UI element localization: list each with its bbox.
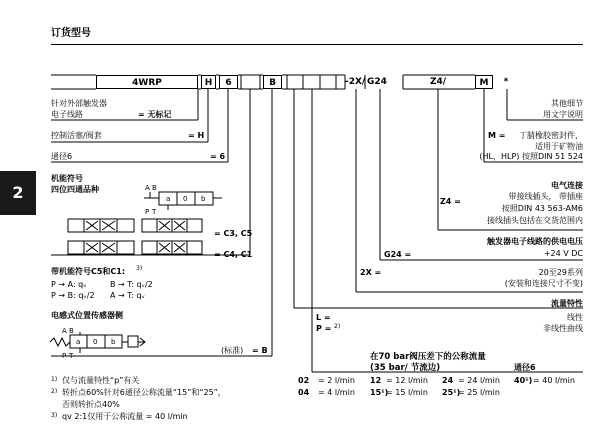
flow-cell: = 2 l/min [318, 376, 355, 385]
symbol-port-a: A [145, 184, 150, 192]
seal-code: M = [488, 131, 506, 140]
footnote-2: 转折点60%针对6通径公称流量“15”和“25”， [62, 388, 226, 397]
seal-line-1: 丁腈橡胶密封件， [519, 131, 583, 140]
flow-cell: = 15 l/min [386, 388, 428, 397]
linear-code: L = [316, 313, 331, 322]
connection-line-1: 带接线插头， 带插座 [508, 192, 583, 201]
flow-cell: = 25 l/min [458, 388, 500, 397]
footnote-1: 仅与流量特性“p”有关 [62, 376, 140, 385]
nonlinear-code: P = [316, 324, 332, 333]
flow-table-subtitle: (35 bar/ 节流边) [370, 363, 441, 373]
symbol-port-b: B [152, 184, 157, 192]
connection-line-2: 按照DIN 43 563-AM6 [501, 204, 583, 213]
flow-cell: 25¹) [442, 388, 461, 397]
symbol-c5c1-title: 带机能符号C5和C1: [51, 267, 126, 276]
code-box-seal: M [475, 75, 493, 89]
symbol-c5c1-footnote: 3) [136, 265, 143, 272]
connection-title: 电气连接 [551, 181, 583, 190]
flow-cell: 40¹) [514, 376, 533, 385]
voltage-code: G24 = [384, 250, 412, 259]
flow-cell: 04 [298, 388, 310, 397]
footnote-3: qv 2:1仅用于公称流量 = 40 l/min [62, 412, 188, 421]
standard-label: (标准) [221, 346, 244, 355]
flow-cell: = 4 l/min [318, 388, 355, 397]
chapter-tab: 2 [0, 171, 36, 215]
flow-characteristic-title: 流量特性 [551, 299, 583, 308]
code-box-model: 4WRP [96, 75, 198, 89]
code-box-other: * [503, 77, 509, 87]
flow-table-size-head: 通径6 [514, 363, 536, 372]
flow-p-a: P → A: qᵥ [51, 280, 87, 289]
symbol-subtitle: 四位四通品种 [51, 185, 99, 194]
other-details-label: 其他细节 [551, 99, 583, 108]
sensor-cell-a: a [76, 338, 81, 346]
ext-trigger-circuit-label: 电子线路 [51, 110, 83, 119]
flow-cell: = 12 l/min [386, 376, 428, 385]
sensor-cell-0: 0 [93, 338, 98, 346]
voltage-value: +24 V DC [543, 249, 583, 258]
ext-trigger-label: 针对外部触发器 [51, 99, 107, 108]
ext-trigger-code: = 无标记 [138, 110, 172, 119]
nonlinear-text: 非线性曲线 [543, 324, 583, 333]
control-valve-code: = H [188, 131, 205, 140]
code-c4-c1: = C4, C1 [214, 250, 253, 259]
symbol-cell-0: 0 [183, 195, 188, 203]
nonlinear-footnote: 2) [334, 323, 341, 330]
footnote-2-number: 2) [51, 388, 58, 395]
sensor-port-t: T [69, 352, 74, 360]
flow-cell: = 24 l/min [458, 376, 500, 385]
series-line-1: 20至29系列 [538, 268, 583, 277]
code-box-size: 6 [219, 75, 238, 89]
flow-cell: 12 [370, 376, 382, 385]
page-title: 订货型号 [51, 28, 91, 39]
flow-a-t: A → T: qᵥ [110, 291, 145, 300]
flow-cell: 24 [442, 376, 454, 385]
flow-cell: 15¹) [370, 388, 389, 397]
linear-text: 线性 [567, 313, 583, 322]
symbol-c4-c1 [68, 241, 202, 254]
sensor-port-b: B [69, 327, 74, 335]
sensor-cell-b: b [111, 338, 116, 346]
sensor-port-p: P [62, 352, 67, 360]
footnote-2-cont: 否则转折点40% [62, 400, 120, 409]
code-box-connection: Z4/ [429, 77, 447, 87]
size-label: 通径6 [51, 152, 73, 161]
flow-b-t: B → T: qᵥ/2 [110, 280, 153, 289]
symbol-port-t: T [152, 208, 157, 216]
flow-cell: 02 [298, 376, 310, 385]
flow-cell: = 40 l/min [533, 376, 575, 385]
sensor-title: 电感式位置传感器侧 [51, 311, 123, 320]
symbol-c3-c5 [68, 219, 202, 232]
footnote-1-number: 1) [51, 376, 58, 383]
connection-code: Z4 = [440, 197, 461, 206]
sensor-port-a: A [62, 327, 67, 335]
symbol-cell-a: a [166, 195, 171, 203]
text-description-label: 用文字说明 [543, 110, 583, 119]
symbol-port-p: P [145, 208, 150, 216]
code-box-control: H [201, 75, 216, 89]
footnote-3-number: 3) [51, 412, 58, 419]
code-box-series: -2X/ [345, 77, 366, 87]
code-c3-c5: = C3, C5 [214, 229, 253, 238]
seal-line-3: (HL，HLP) 按照DIN 51 524 [479, 152, 583, 161]
standard-code: = B [252, 346, 268, 355]
size-code: = 6 [210, 152, 226, 161]
symbol-cell-b: b [201, 195, 206, 203]
flow-table-title: 在70 bar阀压差下的公称流量 [370, 352, 486, 362]
flow-p-b: P → B: qᵥ/2 [51, 291, 95, 300]
symbol-title: 机能符号 [51, 174, 83, 183]
series-line-2: (安装和连接尺寸不变) [504, 279, 583, 288]
supply-voltage-title: 触发器电子线路的供电电压 [487, 237, 583, 246]
control-valve-label: 控制活塞/阀套 [51, 131, 102, 140]
code-box-sensor: B [263, 75, 282, 89]
seal-line-2: 适用于矿物油 [535, 142, 583, 151]
series-code: 2X = [360, 268, 382, 277]
code-box-voltage: G24 [367, 77, 387, 87]
connection-line-3: 接线插头包括在交货范围内 [487, 216, 583, 225]
